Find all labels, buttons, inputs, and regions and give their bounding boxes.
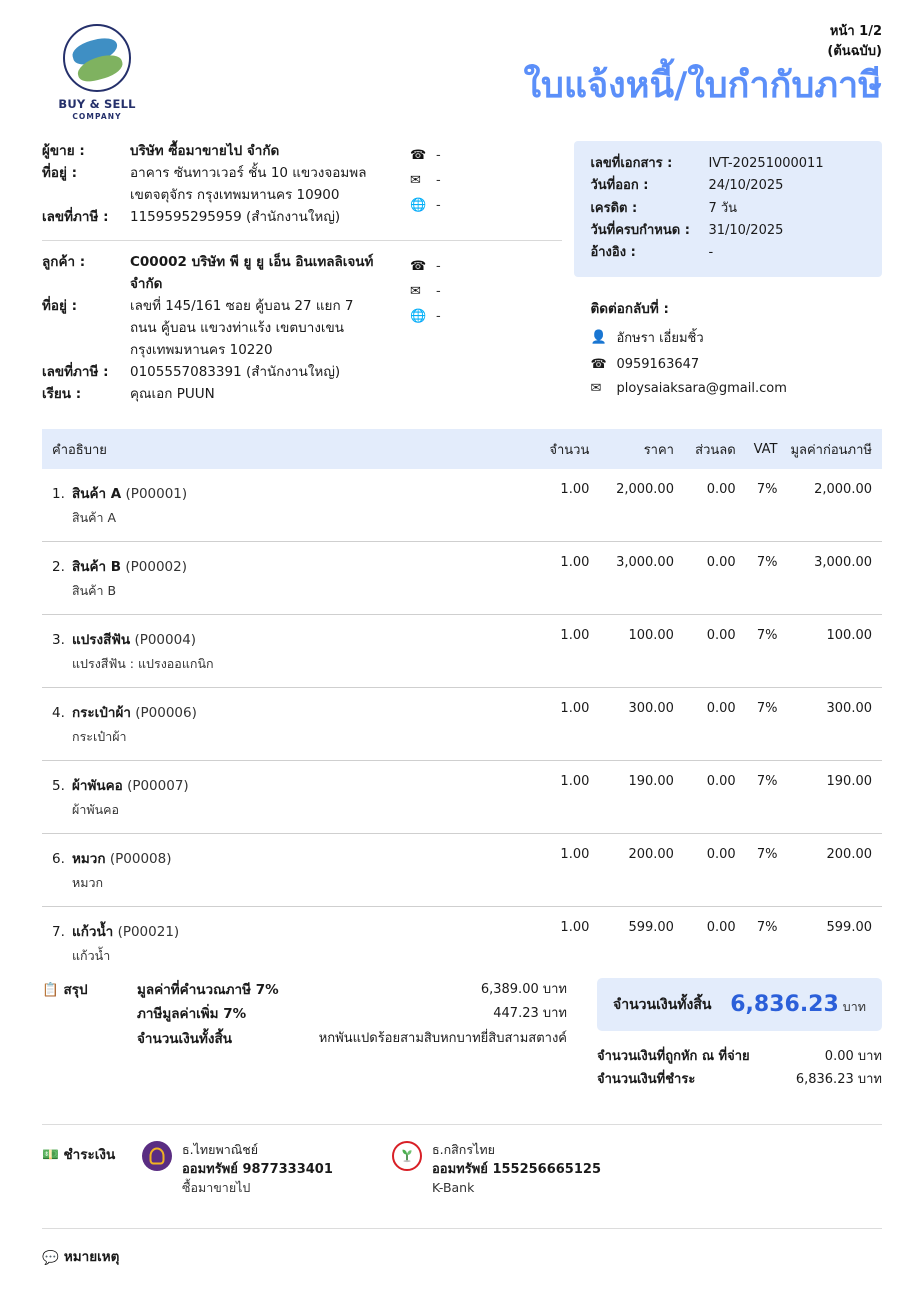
grand-total-amount: 6,836.23 bbox=[730, 992, 839, 1017]
cell-quantity: 1.00 bbox=[560, 555, 590, 571]
customer-website-value: - bbox=[436, 309, 441, 325]
customer-attn-row bbox=[42, 384, 402, 406]
summary-section bbox=[42, 978, 882, 1092]
payment-section bbox=[42, 1124, 882, 1198]
seller-email-row bbox=[410, 168, 472, 193]
header-quantity: จำนวน bbox=[549, 442, 590, 458]
summary-line bbox=[137, 1027, 567, 1051]
item-description: หมวก bbox=[72, 875, 104, 891]
item-code: (P00007) bbox=[127, 778, 189, 795]
seller-name-row bbox=[42, 141, 402, 163]
customer-name-row2 bbox=[42, 274, 402, 296]
cell-discount: 0.00 bbox=[706, 628, 736, 644]
item-number: 2. bbox=[52, 559, 65, 576]
cell-amount: 190.00 bbox=[826, 774, 872, 790]
total-words-label: จำนวนเงินทั้งสิ้น bbox=[137, 1030, 232, 1047]
customer-address-label: ที่อยู่ : bbox=[42, 298, 78, 315]
parties-section bbox=[42, 141, 882, 405]
customer-attn-value: คุณเอก PUUN bbox=[130, 385, 215, 402]
notes-section bbox=[42, 1228, 882, 1267]
doc-info-row bbox=[590, 175, 868, 197]
doc-number-value: IVT-20251000011 bbox=[708, 156, 824, 171]
page-header bbox=[42, 20, 882, 125]
spacer bbox=[42, 318, 130, 340]
seller-phone-row bbox=[410, 143, 472, 168]
phone-icon: ☎ bbox=[410, 259, 427, 275]
cell-discount: 0.00 bbox=[706, 920, 736, 936]
item-code: (P00002) bbox=[125, 559, 187, 576]
customer-email-row bbox=[410, 279, 472, 304]
cell-amount: 300.00 bbox=[826, 701, 872, 717]
cell-quantity: 1.00 bbox=[560, 847, 590, 863]
payment-divider bbox=[42, 1124, 882, 1125]
kbank-bank-name: ธ.กสิกรไทย bbox=[432, 1142, 495, 1157]
page-number: หน้า 1/2 bbox=[829, 24, 882, 39]
item-name: สินค้า B bbox=[72, 559, 122, 576]
scb-bank-name: ธ.ไทยพาณิชย์ bbox=[182, 1142, 259, 1157]
cell-quantity: 1.00 bbox=[560, 774, 590, 790]
cell-description bbox=[52, 555, 520, 601]
cell-discount: 0.00 bbox=[706, 482, 736, 498]
parties-divider bbox=[42, 240, 562, 241]
cell-price: 100.00 bbox=[628, 628, 674, 644]
header-description: คำอธิบาย bbox=[52, 442, 107, 458]
item-name: หมวก bbox=[72, 851, 106, 868]
seller-address-row2 bbox=[42, 185, 402, 207]
spacer bbox=[42, 185, 130, 207]
cell-amount: 200.00 bbox=[826, 847, 872, 863]
kbank-account-owner: K-Bank bbox=[432, 1180, 475, 1196]
envelope-icon: ✉ bbox=[590, 380, 602, 396]
item-name: สินค้า A bbox=[72, 486, 122, 503]
item-name: กระเป๋าผ้า bbox=[72, 705, 131, 722]
issue-date-label: วันที่ออก : bbox=[590, 178, 649, 194]
item-description: แปรงสีฟัน : แปรงออแกนิก bbox=[72, 656, 214, 672]
cell-vat: 7% bbox=[756, 920, 778, 936]
cell-amount: 3,000.00 bbox=[814, 555, 872, 571]
kbank-sprout-shape bbox=[400, 1147, 414, 1162]
table-row bbox=[42, 834, 882, 907]
scb-account-number: ออมทรัพย์ 9877333401 bbox=[182, 1161, 333, 1177]
phone-icon: ☎ bbox=[410, 148, 427, 163]
grand-total-label: จำนวนเงินทั้งสิ้น bbox=[613, 996, 712, 1013]
customer-fields bbox=[42, 252, 402, 405]
summary-line bbox=[137, 978, 567, 1002]
net-payable-label: จำนวนเงินที่ชำระ bbox=[597, 1071, 696, 1087]
item-name: แปรงสีฟัน bbox=[72, 632, 131, 649]
contact-person-value: อักษรา เอี่ยมชิ้ว bbox=[616, 330, 704, 346]
cell-price: 3,000.00 bbox=[616, 555, 674, 571]
customer-address-row bbox=[42, 296, 402, 318]
seller-contact-icons bbox=[402, 141, 472, 228]
customer-address-line3: กรุงเทพมหานคร 10220 bbox=[130, 341, 273, 358]
item-code: (P00006) bbox=[135, 705, 197, 722]
bank-account-scb bbox=[142, 1141, 392, 1198]
cell-vat: 7% bbox=[756, 847, 778, 863]
contact-back-block bbox=[574, 297, 882, 396]
summary-title-text: สรุป bbox=[63, 982, 88, 998]
seller-address-line2: เขตจตุจักร กรุงเทพมหานคร 10900 bbox=[130, 186, 340, 203]
contact-back-title: ติดต่อกลับที่ : bbox=[590, 300, 669, 317]
summary-title bbox=[42, 978, 137, 1051]
cell-vat: 7% bbox=[756, 555, 778, 571]
seller-block bbox=[42, 141, 564, 228]
item-number: 5. bbox=[52, 778, 65, 795]
contact-person-row bbox=[590, 327, 882, 348]
table-row bbox=[42, 542, 882, 615]
kbank-logo-icon bbox=[392, 1141, 422, 1171]
seller-taxid-row bbox=[42, 207, 402, 229]
globe-icon: 🌐 bbox=[410, 198, 427, 213]
grand-total-amount-wrap bbox=[730, 992, 866, 1017]
doc-number-label: เลขที่เอกสาร : bbox=[590, 156, 673, 171]
issue-date-value: 24/10/2025 bbox=[708, 178, 784, 194]
table-row bbox=[42, 907, 882, 979]
cell-price: 190.00 bbox=[628, 774, 674, 790]
table-header-row bbox=[42, 429, 882, 469]
cell-quantity: 1.00 bbox=[560, 628, 590, 644]
table-row bbox=[42, 688, 882, 761]
doc-info-row bbox=[590, 220, 868, 242]
scb-leaf-shape bbox=[150, 1148, 165, 1165]
net-payable-row bbox=[597, 1069, 882, 1092]
cell-description bbox=[52, 847, 520, 893]
due-date-label: วันที่ครบกำหนด : bbox=[590, 223, 690, 239]
vat-amount-label: ภาษีมูลค่าเพิ่ม 7% bbox=[137, 1006, 247, 1023]
grand-total-unit: บาท bbox=[842, 999, 866, 1014]
seller-phone-value: - bbox=[436, 148, 441, 163]
item-number: 7. bbox=[52, 924, 65, 941]
item-number: 3. bbox=[52, 632, 65, 649]
cell-amount: 599.00 bbox=[826, 920, 872, 936]
grand-total-box bbox=[597, 978, 882, 1031]
person-icon: 👤 bbox=[590, 329, 607, 345]
cell-discount: 0.00 bbox=[706, 555, 736, 571]
table-row bbox=[42, 761, 882, 834]
item-code: (P00004) bbox=[134, 632, 197, 649]
copy-type: (ต้นฉบับ) bbox=[827, 43, 882, 59]
seller-taxid-value: 1159595295959 (สำนักงานใหญ่) bbox=[130, 208, 341, 225]
line-items-table bbox=[42, 429, 882, 979]
seller-name-label: ผู้ขาย : bbox=[42, 143, 85, 159]
cell-vat: 7% bbox=[756, 774, 778, 790]
cell-amount: 100.00 bbox=[826, 628, 872, 644]
cell-vat: 7% bbox=[756, 482, 778, 498]
item-number: 1. bbox=[52, 486, 65, 503]
customer-address-line2: ถนน คู้บอน แขวงท่าแร้ง เขตบางเขน bbox=[130, 320, 344, 337]
cell-description bbox=[52, 774, 520, 820]
logo-company-sub: COMPANY bbox=[72, 112, 122, 121]
doc-info-row bbox=[590, 153, 868, 175]
summary-left bbox=[42, 978, 567, 1092]
taxable-amount-value: 6,389.00 บาท bbox=[480, 982, 567, 997]
contact-email-value: ploysaiaksara@gmail.com bbox=[616, 380, 787, 396]
customer-taxid-label: เลขที่ภาษี : bbox=[42, 363, 109, 380]
item-description: กระเป๋าผ้า bbox=[72, 729, 127, 745]
cell-price: 300.00 bbox=[628, 701, 674, 717]
cell-description bbox=[52, 920, 520, 966]
seller-name-value: บริษัท ซื้อมาขายไป จำกัด bbox=[130, 143, 280, 159]
doc-info-row bbox=[590, 242, 868, 264]
reference-value: - bbox=[708, 245, 714, 261]
credit-value: 7 วัน bbox=[708, 200, 738, 216]
seller-taxid-label: เลขที่ภาษี : bbox=[42, 208, 109, 225]
customer-email-value: - bbox=[436, 284, 441, 300]
envelope-icon: ✉ bbox=[410, 284, 421, 300]
seller-website-row bbox=[410, 193, 472, 218]
item-description: ผ้าพันคอ bbox=[72, 802, 119, 818]
cell-discount: 0.00 bbox=[706, 847, 736, 863]
header-right bbox=[523, 20, 882, 106]
customer-address-line1: เลขที่ 145/161 ซอย คู้บอน 27 แยก 7 bbox=[130, 298, 354, 315]
cell-price: 2,000.00 bbox=[616, 482, 674, 498]
summary-lines bbox=[137, 978, 567, 1051]
header-amount: มูลค่าก่อนภาษี bbox=[790, 442, 872, 458]
cell-quantity: 1.00 bbox=[560, 920, 590, 936]
due-date-value: 31/10/2025 bbox=[708, 223, 784, 239]
customer-taxid-row bbox=[42, 362, 402, 384]
payment-title bbox=[42, 1141, 142, 1165]
cell-price: 599.00 bbox=[628, 920, 674, 936]
total-words-value: หกพันแปดร้อยสามสิบหกบาทยี่สิบสามสตางค์ bbox=[318, 1030, 567, 1046]
cell-amount: 2,000.00 bbox=[814, 482, 872, 498]
net-payable-value: 6,836.23 บาท bbox=[795, 1071, 882, 1087]
customer-attn-label: เรียน : bbox=[42, 385, 82, 402]
kbank-account-number: ออมทรัพย์ 155256665125 bbox=[432, 1161, 601, 1177]
customer-block bbox=[42, 252, 564, 405]
seller-fields bbox=[42, 141, 402, 228]
credit-label: เครดิต : bbox=[590, 200, 638, 216]
page-title: ใบแจ้งหนี้/ใบกำกับภาษี bbox=[523, 65, 882, 106]
item-code: (P00021) bbox=[117, 924, 180, 941]
cell-discount: 0.00 bbox=[706, 701, 736, 717]
seller-address-line1: อาคาร ซันทาวเวอร์ ชั้น 10 แขวงจอมพล bbox=[130, 164, 367, 181]
customer-name-line2: จำกัด bbox=[130, 276, 163, 293]
summary-line bbox=[137, 1002, 567, 1026]
item-description: แก้วน้ำ bbox=[72, 948, 111, 964]
notes-title-text: หมายเหตุ bbox=[63, 1249, 120, 1265]
customer-contact-icons bbox=[402, 252, 472, 405]
spacer bbox=[42, 274, 130, 296]
seller-address-label: ที่อยู่ : bbox=[42, 164, 78, 181]
customer-address-row3 bbox=[42, 340, 402, 362]
table-body bbox=[42, 469, 882, 979]
seller-email-value: - bbox=[436, 173, 441, 188]
customer-name-line1: C00002 บริษัท พี ยู ยู เอ็น อินเทลลิเจนท์ bbox=[130, 254, 374, 271]
table-row bbox=[42, 469, 882, 542]
doc-info-row bbox=[590, 198, 868, 220]
envelope-icon: ✉ bbox=[410, 173, 421, 188]
summary-right bbox=[597, 978, 882, 1092]
customer-phone-value: - bbox=[436, 259, 441, 275]
phone-icon: ☎ bbox=[590, 356, 607, 372]
scb-account-owner: ซื้อมาขายไป bbox=[182, 1180, 251, 1196]
cell-discount: 0.00 bbox=[706, 774, 736, 790]
customer-taxid-value: 0105557083391 (สำนักงานใหญ่) bbox=[130, 363, 341, 380]
header-price: ราคา bbox=[643, 442, 674, 458]
payment-title-text: ชำระเงิน bbox=[63, 1147, 116, 1163]
cell-description bbox=[52, 701, 520, 747]
item-description: สินค้า A bbox=[72, 510, 117, 526]
cell-vat: 7% bbox=[756, 701, 778, 717]
notes-title bbox=[42, 1245, 882, 1267]
clipboard-icon: 📋 bbox=[42, 982, 59, 998]
seller-website-value: - bbox=[436, 198, 441, 213]
withholding-rows bbox=[597, 1046, 882, 1092]
globe-icon: 🌐 bbox=[410, 309, 427, 325]
banknote-icon: 💵 bbox=[42, 1147, 59, 1163]
seller-address-row bbox=[42, 163, 402, 185]
contact-phone-value: 0959163647 bbox=[616, 356, 700, 372]
contact-phone-row bbox=[590, 357, 882, 372]
customer-phone-row bbox=[410, 254, 472, 279]
item-name: แก้วน้ำ bbox=[72, 924, 114, 941]
withholding-label: จำนวนเงินที่ถูกหัก ณ ที่จ่าย bbox=[597, 1049, 750, 1064]
speech-bubble-icon: 💬 bbox=[42, 1250, 59, 1266]
logo-company-name: BUY & SELL bbox=[58, 97, 136, 111]
company-logo bbox=[42, 20, 152, 121]
parties-left bbox=[42, 141, 564, 405]
contact-email-row bbox=[590, 381, 882, 396]
cell-quantity: 1.00 bbox=[560, 482, 590, 498]
cell-vat: 7% bbox=[756, 628, 778, 644]
item-code: (P00001) bbox=[125, 486, 188, 503]
withholding-value: 0.00 บาท bbox=[824, 1049, 882, 1064]
cell-quantity: 1.00 bbox=[560, 701, 590, 717]
item-number: 6. bbox=[52, 851, 65, 868]
customer-name-row bbox=[42, 252, 402, 274]
logo-circle-icon bbox=[63, 24, 131, 92]
header-discount: ส่วนลด bbox=[695, 442, 736, 458]
bank-account-kbank bbox=[392, 1141, 642, 1198]
spacer bbox=[42, 340, 130, 362]
item-name: ผ้าพันคอ bbox=[72, 778, 123, 795]
item-code: (P00008) bbox=[109, 851, 172, 868]
notes-divider bbox=[42, 1228, 882, 1229]
reference-label: อ้างอิง : bbox=[590, 245, 636, 261]
taxable-amount-label: มูลค่าที่คำนวณภาษี 7% bbox=[137, 982, 279, 998]
document-info-box bbox=[574, 141, 882, 277]
header-vat: VAT bbox=[753, 441, 778, 457]
cell-price: 200.00 bbox=[628, 847, 674, 863]
scb-logo-icon bbox=[142, 1141, 172, 1171]
cell-description bbox=[52, 628, 520, 674]
item-number: 4. bbox=[52, 705, 65, 722]
table-row bbox=[42, 615, 882, 688]
doc-info-column bbox=[574, 141, 882, 405]
customer-website-row bbox=[410, 304, 472, 329]
customer-name-label: ลูกค้า : bbox=[42, 254, 86, 271]
vat-amount-value: 447.23 บาท bbox=[493, 1006, 567, 1022]
withholding-row bbox=[597, 1046, 882, 1069]
customer-address-row2 bbox=[42, 318, 402, 340]
item-description: สินค้า B bbox=[72, 583, 117, 599]
cell-description bbox=[52, 482, 520, 528]
